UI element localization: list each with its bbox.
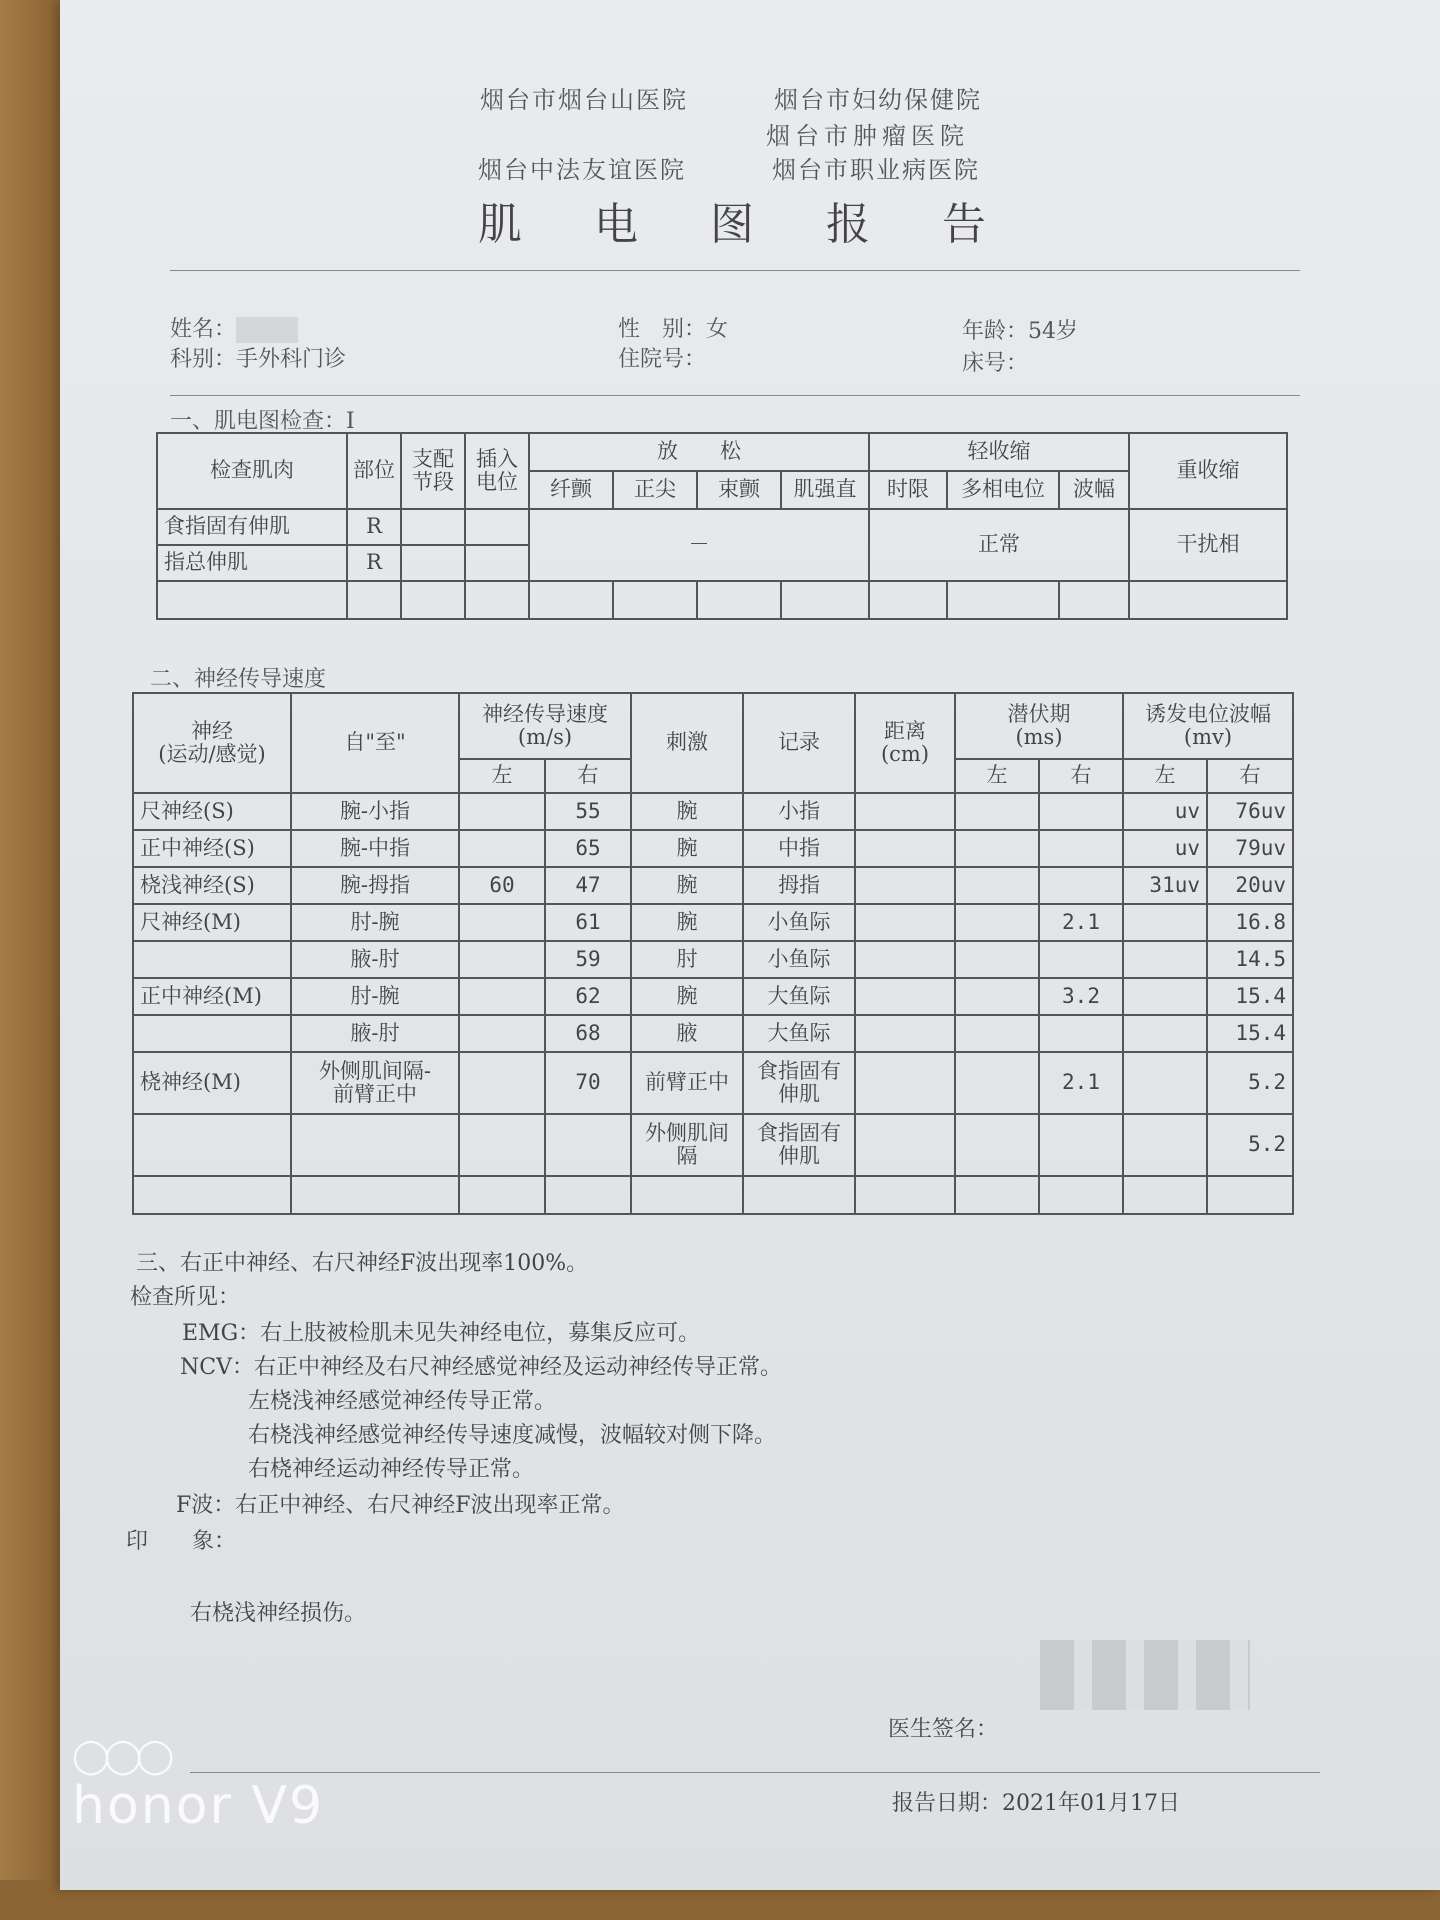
ncv-amplitude-right: 76uv [1207,793,1293,830]
ncv-stimulus: 腕 [631,978,743,1015]
ncv-distance [855,793,955,830]
redacted-signature [1040,1640,1250,1710]
ncv-amplitude-left [1123,904,1207,941]
ncv-amplitude-left [1123,1052,1207,1114]
ncv-segment: 腕-中指 [291,830,459,867]
emg-header-nerve-seg: 支配节段 [401,433,465,509]
ncv-header-velocity: 神经传导速度 (m/s) [459,693,631,759]
divider-bottom [190,1772,1320,1773]
ncv-row [133,904,1293,941]
ncv-record: 大鱼际 [743,1015,855,1052]
ncv-amplitude-right: 20uv [1207,867,1293,904]
emg-header-fib: 纤颤 [529,471,613,509]
ncv-velocity-right: 68 [545,1015,631,1052]
ncv-velocity-right: 61 [545,904,631,941]
ncv-row [133,793,1293,830]
findings-ncv-4: 右桡神经运动神经传导正常。 [248,1457,535,1482]
ncv-distance [855,1052,955,1114]
ncv-header-velocity-left: 左 [459,759,545,793]
ncv-stimulus: 肘 [631,941,743,978]
patient-bed-no: 床号： [962,351,1029,376]
findings-ncv-1: NCV：右正中神经及右尺神经感觉神经及运动神经传导正常。 [180,1355,782,1380]
ncv-nerve [133,1015,291,1052]
ncv-header-latency-left: 左 [955,759,1039,793]
emg-row-side: R [347,509,401,545]
ncv-nerve [133,1114,291,1176]
ncv-nerve: 正中神经(S) [133,830,291,867]
ncv-amplitude-left: 31uv [1123,867,1207,904]
ncv-cell [1039,1176,1123,1214]
ncv-latency-left [955,941,1039,978]
ncv-velocity-left [459,793,545,830]
ncv-nerve: 尺神经(S) [133,793,291,830]
hospital-name-3: 烟台市肿瘤医院 [766,122,969,150]
emg-row-side: R [347,545,401,581]
ncv-distance [855,830,955,867]
findings-emg: EMG：右上肢被检肌未见失神经电位，募集反应可。 [182,1321,701,1346]
emg-row-muscle: 指总伸肌 [157,545,347,581]
ncv-nerve: 桡神经(M) [133,1052,291,1114]
ncv-latency-left [955,793,1039,830]
ncv-latency-left [955,830,1039,867]
ncv-cell [133,1176,291,1214]
ncv-stimulus: 腕 [631,793,743,830]
ncv-latency-left [955,1114,1039,1176]
ncv-segment: 外侧肌间隔- 前臂正中 [291,1052,459,1114]
ncv-latency-right [1039,867,1123,904]
ncv-latency-right: 3.2 [1039,978,1123,1015]
emg-header-poly: 多相电位 [947,471,1059,509]
ncv-velocity-right: 70 [545,1052,631,1114]
emg-cell [465,509,529,545]
ncv-cell [545,1176,631,1214]
ncv-velocity-right: 65 [545,830,631,867]
ncv-velocity-right [545,1114,631,1176]
ncv-latency-right [1039,830,1123,867]
ncv-amplitude-left [1123,1015,1207,1052]
ncv-stimulus: 前臂正中 [631,1052,743,1114]
emg-section-title: 一、肌电图检查：I [170,409,355,434]
ncv-record: 大鱼际 [743,978,855,1015]
ncv-distance [855,978,955,1015]
ncv-amplitude-right: 16.8 [1207,904,1293,941]
ncv-record: 小鱼际 [743,941,855,978]
emg-table [156,432,1288,620]
camera-watermark [72,1736,324,1836]
ncv-amplitude-right: 15.4 [1207,978,1293,1015]
ncv-stimulus: 腕 [631,867,743,904]
patient-inpatient-no: 住院号： [618,347,707,372]
ncv-segment: 腋-肘 [291,1015,459,1052]
ncv-table-body [133,793,1293,1176]
ncv-distance [855,904,955,941]
ncv-stimulus: 腕 [631,904,743,941]
emg-cell [465,581,529,619]
emg-header-pos: 正尖 [613,471,697,509]
ncv-record: 食指固有 伸肌 [743,1114,855,1176]
ncv-latency-left [955,1052,1039,1114]
divider-top [170,270,1300,271]
emg-cell [347,581,401,619]
ncv-cell [955,1176,1039,1214]
fwave-summary: 三、右正中神经、右尺神经F波出现率100%。 [136,1251,589,1276]
ncv-distance [855,867,955,904]
impression-label: 印 象： [126,1529,237,1554]
ncv-header-distance: 距离 (cm) [855,693,955,793]
ncv-record: 拇指 [743,867,855,904]
ncv-header-amplitude-right: 右 [1207,759,1293,793]
ncv-amplitude-right: 5.2 [1207,1114,1293,1176]
ncv-velocity-left [459,1052,545,1114]
ncv-record: 小鱼际 [743,904,855,941]
emg-header-side: 部位 [347,433,401,509]
ncv-velocity-right: 62 [545,978,631,1015]
emg-relax-value: － [529,509,869,581]
ncv-header-amplitude: 诱发电位波幅 (mv) [1123,693,1293,759]
ncv-stimulus: 腕 [631,830,743,867]
patient-dept: 科别：手外科门诊 [170,347,347,372]
emg-header-dur: 时限 [869,471,947,509]
emg-header-myo: 肌强直 [781,471,869,509]
emg-cell [1059,581,1129,619]
ncv-header-velocity-right: 右 [545,759,631,793]
ncv-header-amplitude-left: 左 [1123,759,1207,793]
emg-cell [157,581,347,619]
ncv-segment: 肘-腕 [291,978,459,1015]
ncv-latency-right [1039,793,1123,830]
emg-header-fasc: 束颤 [697,471,781,509]
ncv-velocity-left [459,1015,545,1052]
emg-heavy-value: 干扰相 [1129,509,1287,581]
ncv-header-latency-right: 右 [1039,759,1123,793]
ncv-amplitude-left [1123,978,1207,1015]
ncv-velocity-left [459,1114,545,1176]
findings-ncv-3: 右桡浅神经感觉神经传导速度减慢，波幅较对侧下降。 [248,1423,777,1448]
ncv-row [133,1015,1293,1052]
impression-text: 右桡浅神经损伤。 [190,1601,367,1626]
emg-cell [1129,581,1287,619]
emg-cell [613,581,697,619]
ncv-latency-right [1039,1114,1123,1176]
ncv-cell [743,1176,855,1214]
emg-header-insertion: 插入电位 [465,433,529,509]
ncv-amplitude-left [1123,1114,1207,1176]
ncv-section-title: 二、神经传导速度 [150,667,327,692]
ncv-distance [855,1015,955,1052]
ncv-amplitude-right: 5.2 [1207,1052,1293,1114]
ncv-latency-left [955,904,1039,941]
hospital-name-2: 烟台市妇幼保健院 [774,86,982,114]
report-date: 报告日期：2021年01月17日 [892,1791,1180,1816]
emg-cell [529,581,613,619]
ncv-amplitude-left: uv [1123,793,1207,830]
ncv-cell [291,1176,459,1214]
patient-sex: 性 别：女 [618,317,729,342]
ncv-amplitude-left [1123,941,1207,978]
emg-header-amp: 波幅 [1059,471,1129,509]
ncv-cell [1207,1176,1293,1214]
ncv-cell [1123,1176,1207,1214]
emg-header-muscle: 检查肌肉 [157,433,347,509]
emg-cell [401,509,465,545]
ncv-row [133,830,1293,867]
ncv-latency-left [955,978,1039,1015]
findings-ncv-2: 左桡浅神经感觉神经传导正常。 [248,1389,557,1414]
redacted-name [236,317,298,343]
ncv-nerve: 尺神经(M) [133,904,291,941]
ncv-latency-right [1039,941,1123,978]
ncv-cell [855,1176,955,1214]
ncv-header-stim: 刺激 [631,693,743,793]
ncv-row [133,1052,1293,1114]
ncv-velocity-left [459,830,545,867]
emg-cell [947,581,1059,619]
ncv-cell [459,1176,545,1214]
ncv-amplitude-right: 14.5 [1207,941,1293,978]
ncv-table [132,692,1294,1215]
ncv-amplitude-left: uv [1123,830,1207,867]
ncv-nerve: 正中神经(M) [133,978,291,1015]
findings-label: 检查所见： [130,1285,241,1310]
ncv-nerve [133,941,291,978]
emg-header-heavy: 重收缩 [1129,433,1287,509]
ncv-latency-right: 2.1 [1039,1052,1123,1114]
patient-name [170,312,298,343]
ncv-distance [855,1114,955,1176]
ncv-row [133,941,1293,978]
patient-name-label: 姓名： [170,317,237,342]
ncv-segment [291,1114,459,1176]
ncv-record: 食指固有 伸肌 [743,1052,855,1114]
report-title: 肌电图报告 [478,199,1058,250]
ncv-header-record: 记录 [743,693,855,793]
ncv-segment: 腕-小指 [291,793,459,830]
watermark-brand: honor V9 [72,1776,325,1836]
divider-info [170,395,1300,396]
ncv-header-latency: 潜伏期 (ms) [955,693,1123,759]
ncv-velocity-left: 60 [459,867,545,904]
emg-cell [465,545,529,581]
hospital-name-4: 烟台中法友谊医院 [478,156,686,184]
signature-label: 医生签名： [888,1717,999,1742]
ncv-stimulus: 腋 [631,1015,743,1052]
ncv-velocity-right: 55 [545,793,631,830]
emg-row-muscle: 食指固有伸肌 [157,509,347,545]
emg-cell [781,581,869,619]
emg-cell [869,581,947,619]
ncv-amplitude-right: 79uv [1207,830,1293,867]
ncv-latency-left [955,1015,1039,1052]
ncv-row [133,978,1293,1015]
ncv-latency-right [1039,1015,1123,1052]
ncv-latency-left [955,867,1039,904]
ncv-segment: 腋-肘 [291,941,459,978]
ncv-header-from-to: 自"至" [291,693,459,793]
ncv-velocity-left [459,978,545,1015]
patient-age: 年龄：54岁 [962,319,1078,344]
ncv-record: 中指 [743,830,855,867]
ncv-velocity-left [459,904,545,941]
ncv-velocity-right: 47 [545,867,631,904]
ncv-cell [631,1176,743,1214]
ncv-velocity-right: 59 [545,941,631,978]
ncv-header-nerve: 神经 (运动/感觉) [133,693,291,793]
ncv-record: 小指 [743,793,855,830]
dual-camera-icon: ◯◯◯ [72,1736,169,1776]
ncv-velocity-left [459,941,545,978]
emg-cell [401,581,465,619]
ncv-latency-right: 2.1 [1039,904,1123,941]
emg-header-relax: 放 松 [529,433,869,471]
ncv-row [133,867,1293,904]
hospital-name-5: 烟台市职业病医院 [772,156,980,184]
ncv-segment: 腕-拇指 [291,867,459,904]
ncv-segment: 肘-腕 [291,904,459,941]
emg-light-value: 正常 [869,509,1129,581]
ncv-stimulus: 外侧肌间 隔 [631,1114,743,1176]
emg-cell [697,581,781,619]
ncv-row [133,1114,1293,1176]
hospital-name-1: 烟台市烟台山医院 [480,86,688,114]
ncv-nerve: 桡浅神经(S) [133,867,291,904]
emg-header-light: 轻收缩 [869,433,1129,471]
findings-fwave: F波：右正中神经、右尺神经F波出现率正常。 [176,1493,625,1518]
ncv-amplitude-right: 15.4 [1207,1015,1293,1052]
emg-cell [401,545,465,581]
ncv-distance [855,941,955,978]
